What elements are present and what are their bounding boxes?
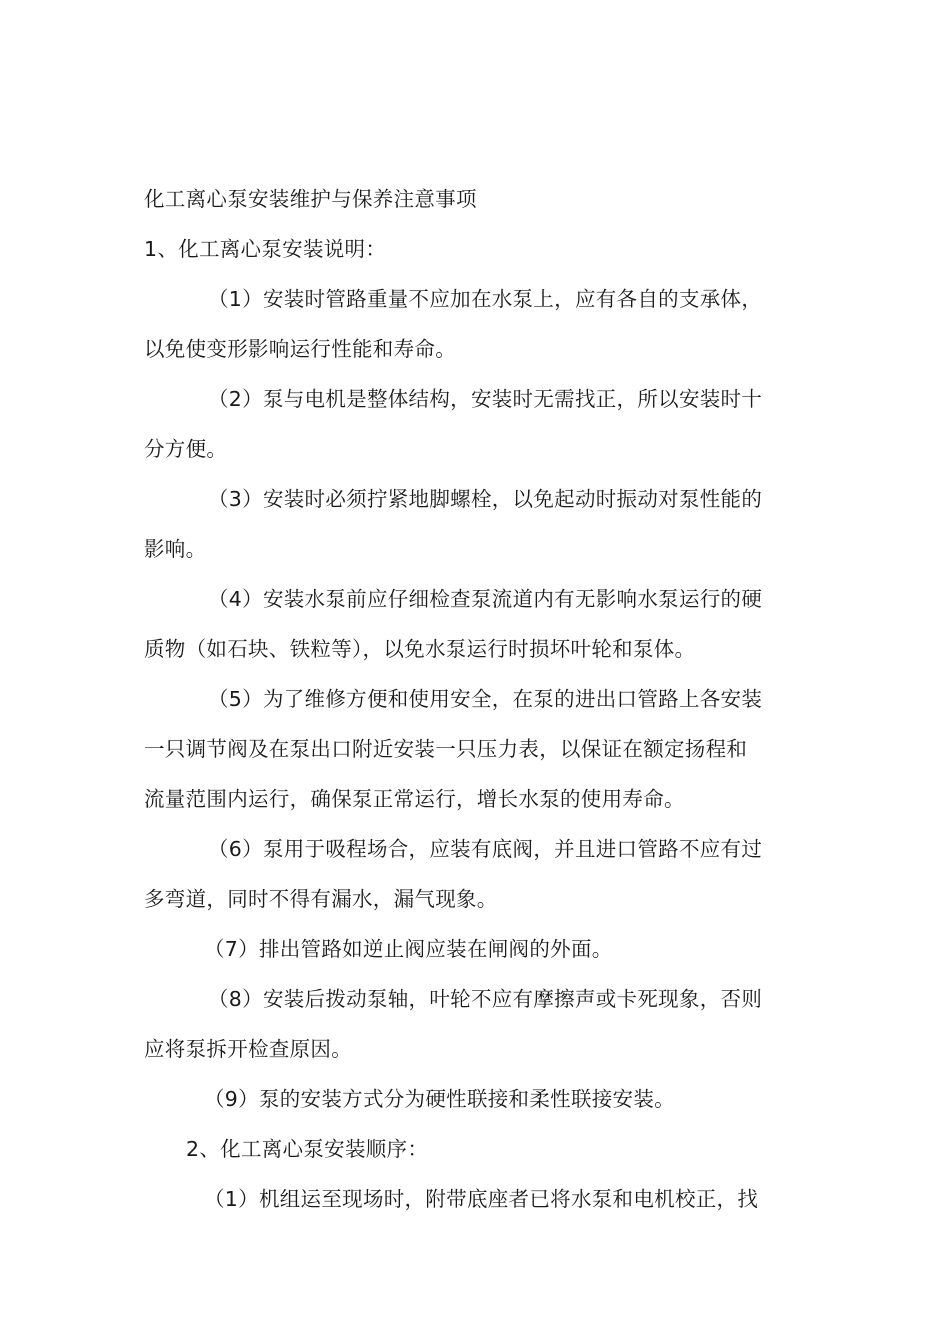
paragraph-3-line-2: 影响。 [144,537,207,561]
paragraph-9-line-1: （9）泵的安装方式分为硬性联接和柔性联接安装。 [204,1087,675,1111]
paragraph-6-line-1: （6）泵用于吸程场合，应装有底阀，并且进口管路不应有过 [208,837,763,861]
paragraph-5-line-1: （5）为了维修方便和使用安全，在泵的进出口管路上各安装 [208,687,763,711]
paragraph-4-line-2: 质物（如石块、铁粒等），以免水泵运行时损坏叶轮和泵体。 [144,637,696,661]
document-body [144,174,808,1224]
paragraph-6-line-2: 多弯道，同时不得有漏水，漏气现象。 [144,887,498,911]
paragraph-7-line-1: （7）排出管路如逆止阀应装在闸阀的外面。 [204,937,613,961]
paragraph-4-line-1: （4）安装水泵前应仔细检查泵流道内有无影响水泵运行的硬 [208,587,763,611]
paragraph-8-line-1: （8）安装后拨动泵轴，叶轮不应有摩擦声或卡死现象，否则 [208,987,763,1011]
paragraph-3-line-1: （3）安装时必须拧紧地脚螺栓，以免起动时振动对泵性能的 [208,487,763,511]
paragraph-2-line-2: 分方便。 [144,437,228,461]
section-2-heading: 2、化工离心泵安装顺序： [186,1137,429,1161]
section-1-heading: 1、化工离心泵安装说明： [144,237,387,261]
document-title: 化工离心泵安装维护与保养注意事项 [144,187,477,211]
paragraph-2-line-1: （2）泵与电机是整体结构，安装时无需找正，所以安装时十 [208,387,763,411]
paragraph-5-line-2: 一只调节阀及在泵出口附近安装一只压力表，以保证在额定扬程和 [144,737,748,761]
paragraph-1-line-2: 以免使变形影响运行性能和寿命。 [144,337,456,361]
paragraph-1-line-1: （1）安装时管路重量不应加在水泵上，应有各自的支承体， [208,287,763,311]
section-2-paragraph-1-line-1: （1）机组运至现场时，附带底座者已将水泵和电机校正，找 [204,1187,759,1211]
paragraph-5-line-3: 流量范围内运行，确保泵正常运行，增长水泵的使用寿命。 [144,787,685,811]
paragraph-8-line-2: 应将泵拆开检查原因。 [144,1037,352,1061]
